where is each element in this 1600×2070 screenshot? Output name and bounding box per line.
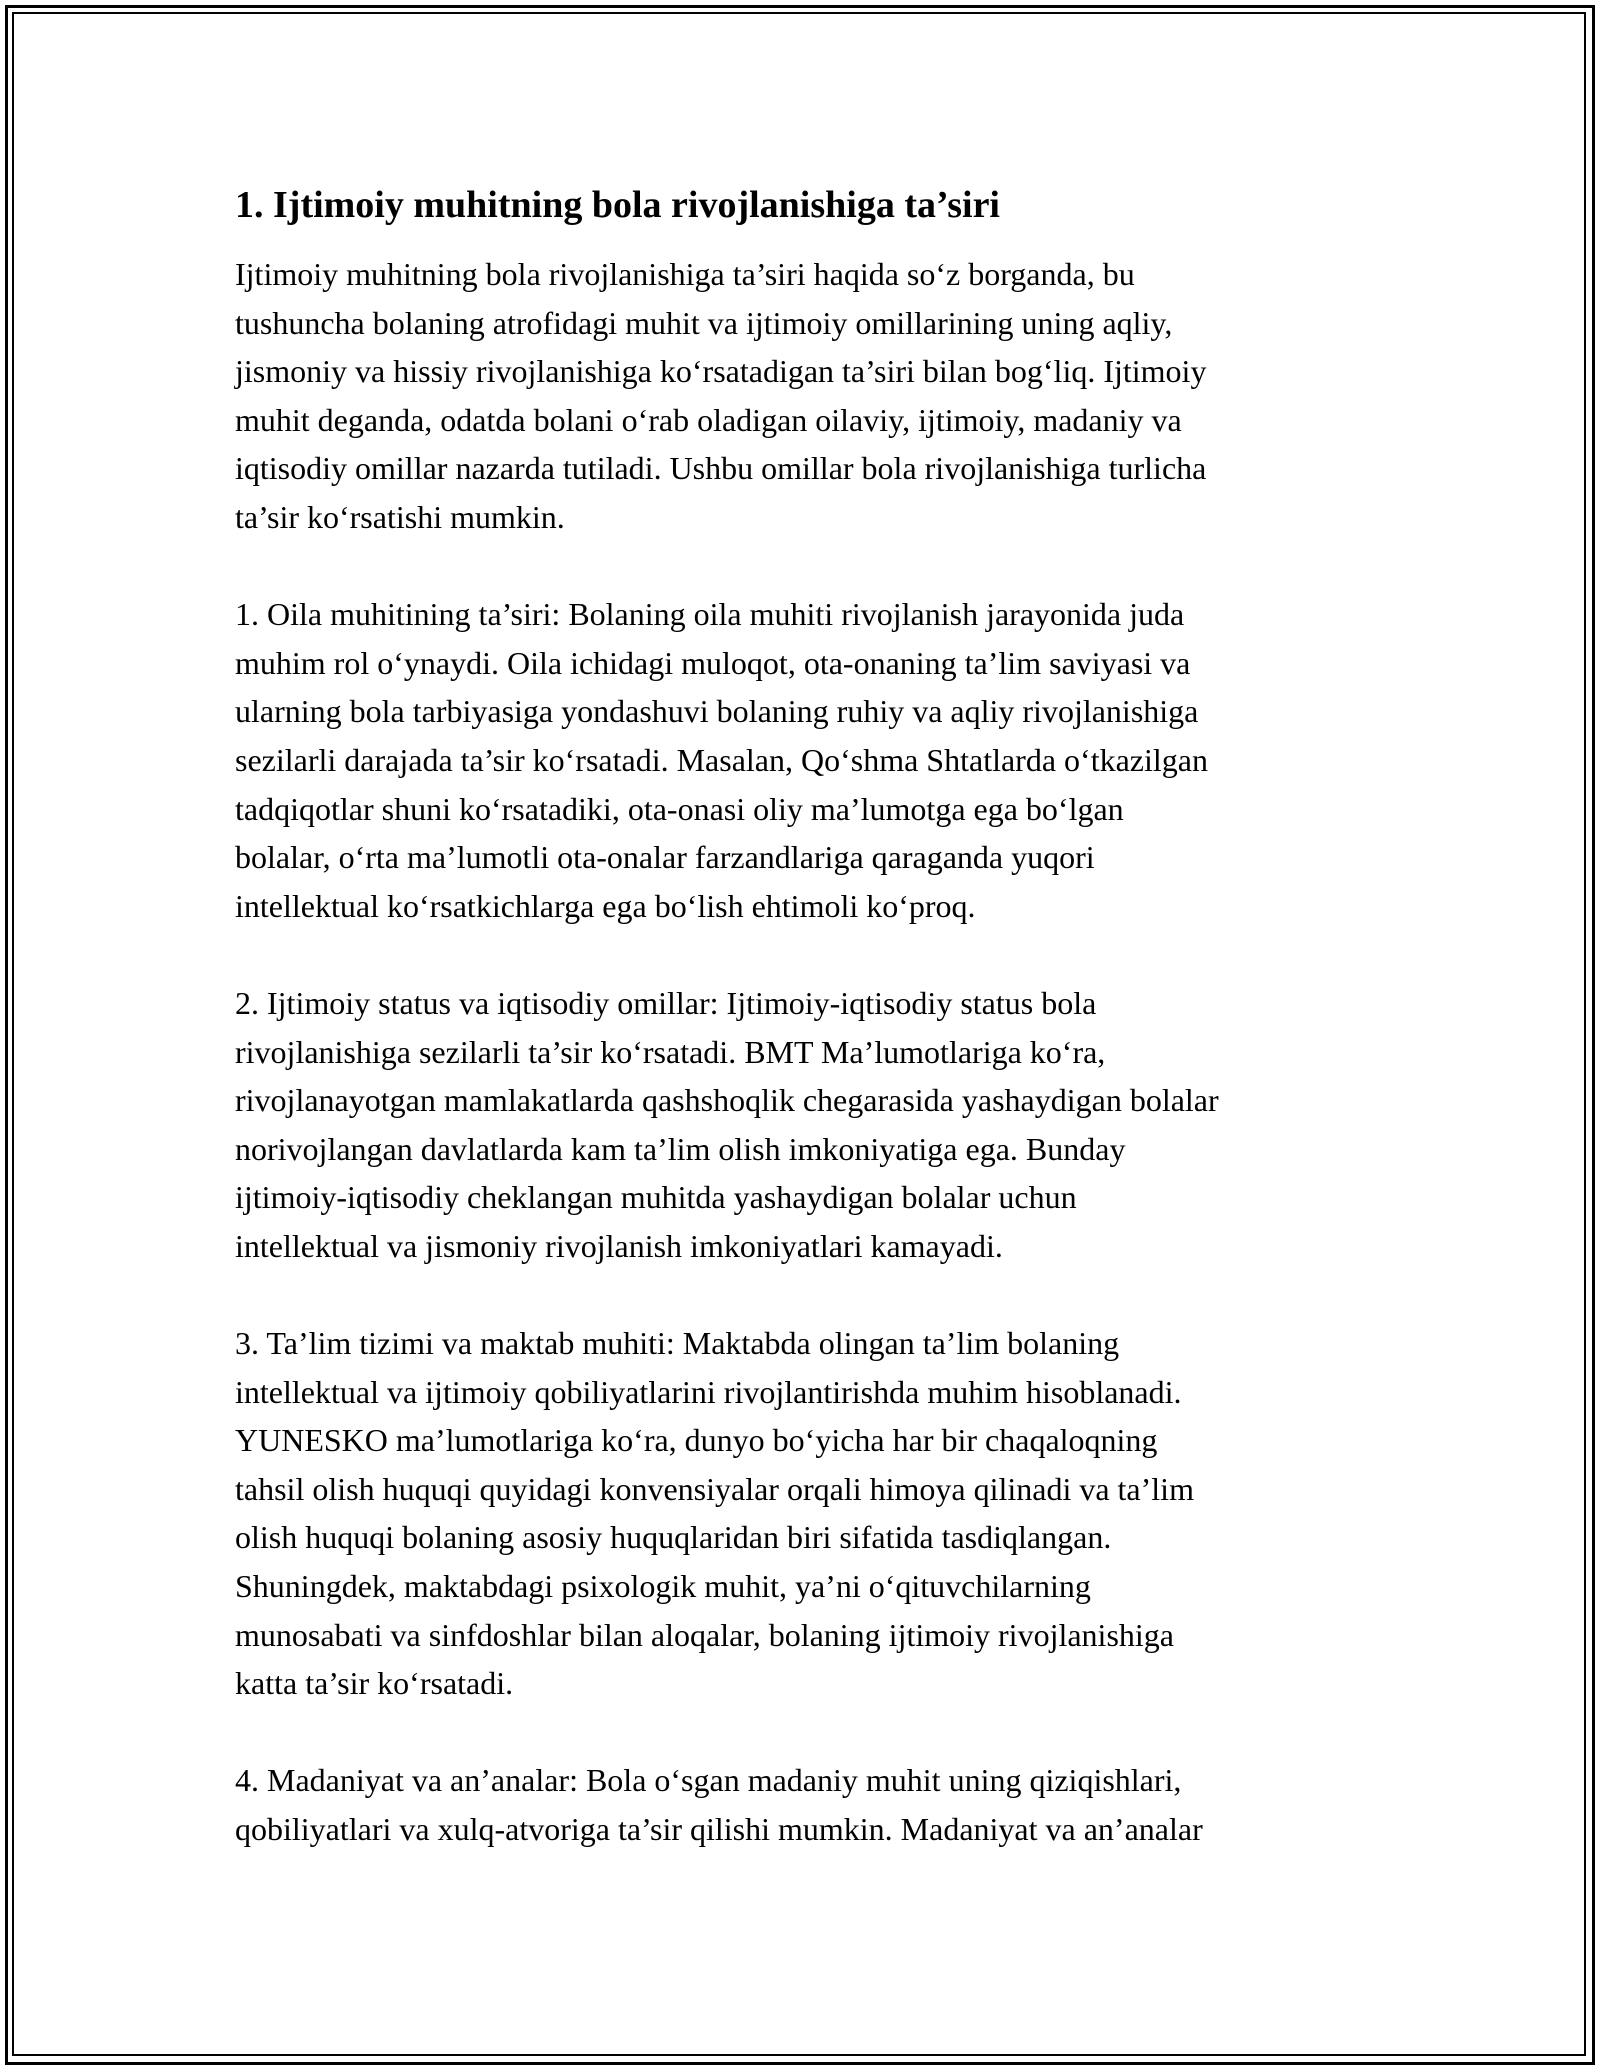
paragraph-family-environment: 1. Oila muhitining ta’siri: Bolaning oila muhiti rivojlanish jarayonida juda muhim rol o‘ynaydi. Oila ichidagi muloqot, ota-onaning ta’lim saviyasi va ularning bola tarbiyasiga yondashuvi bolaning ruhiy va aqliy rivojlanishiga sezilarli darajada ta’sir ko‘rsatadi. Masalan, Qo‘shma Shtatlarda o‘tkazilgan tadqiqotlar shuni ko‘rsatadiki, ota-onasi oliy ma’lumotga ega bo‘lgan bolalar, o‘rta ma’lumotli ota-onalar farzandlariga qaraganda yuqori intellektual ko‘rsatkichlarga ega bo‘lish ehtimoli ko‘proq. [235,596,1208,924]
document-body [235,182,1375,1902]
paragraph-intro: Ijtimoiy muhitning bola rivojlanishiga ta’siri haqida so‘z borganda, bu tushuncha bolaning atrofidagi muhit va ijtimoiy omillarining uning aqliy, jismoniy va hissiy rivojlanishiga ko‘rsatadigan ta’siri bilan bog‘liq. Ijtimoiy muhit deganda, odatda bolani o‘rab oladigan oilaviy, ijtimoiy, madaniy va iqtisodiy omillar nazarda tutiladi. Ushbu omillar bola rivojlanishiga turlicha ta’sir ko‘rsatishi mumkin. [235,256,1207,535]
paragraph-culture-traditions: 4. Madaniyat va an’analar: Bola o‘sgan madaniy muhit uning qiziqishlari, qobiliyatlari va xulq-atvoriga ta’sir qilishi mumkin. Madaniyat va an’analar [235,1762,1203,1847]
paragraph-education-system: 3. Ta’lim tizimi va maktab muhiti: Maktabda olingan ta’lim bolaning intellektual va ijtimoiy qobiliyatlarini rivojlantirishda muhim hisoblanadi. YUNESKO ma’lumotlariga ko‘ra, dunyo bo‘yicha har bir chaqaloqning tahsil olish huquqi quyidagi konvensiyalar orqali himoya qilinadi va ta’lim olish huquqi bolaning asosiy huquqlaridan biri sifatida tasdiqlangan. Shuningdek, maktabdagi psixologik muhit, ya’ni o‘qituvchilarning munosabati va sinfdoshlar bilan aloqalar, bolaning ijtimoiy rivojlanishiga katta ta’sir ko‘rsatadi. [235,1325,1194,1702]
section-heading: 1. Ijtimoiy muhitning bola rivojlanishiga ta’siri [235,184,1000,226]
paragraph-social-status: 2. Ijtimoiy status va iqtisodiy omillar: Ijtimoiy-iqtisodiy status bola rivojlanishiga sezilarli ta’sir ko‘rsatadi. BMT Ma’lumotlariga ko‘ra, rivojlanayotgan mamlakatlarda qashshoqlik chegarasida yashaydigan bolalar norivojlangan davlatlarda kam ta’lim olish imkoniyatiga ega. Bunday ijtimoiy-iqtisodiy cheklangan muhitda yashaydigan bolalar uchun intellektual va jismoniy rivojlanish imkoniyatlari kamayadi. [235,984,1219,1264]
